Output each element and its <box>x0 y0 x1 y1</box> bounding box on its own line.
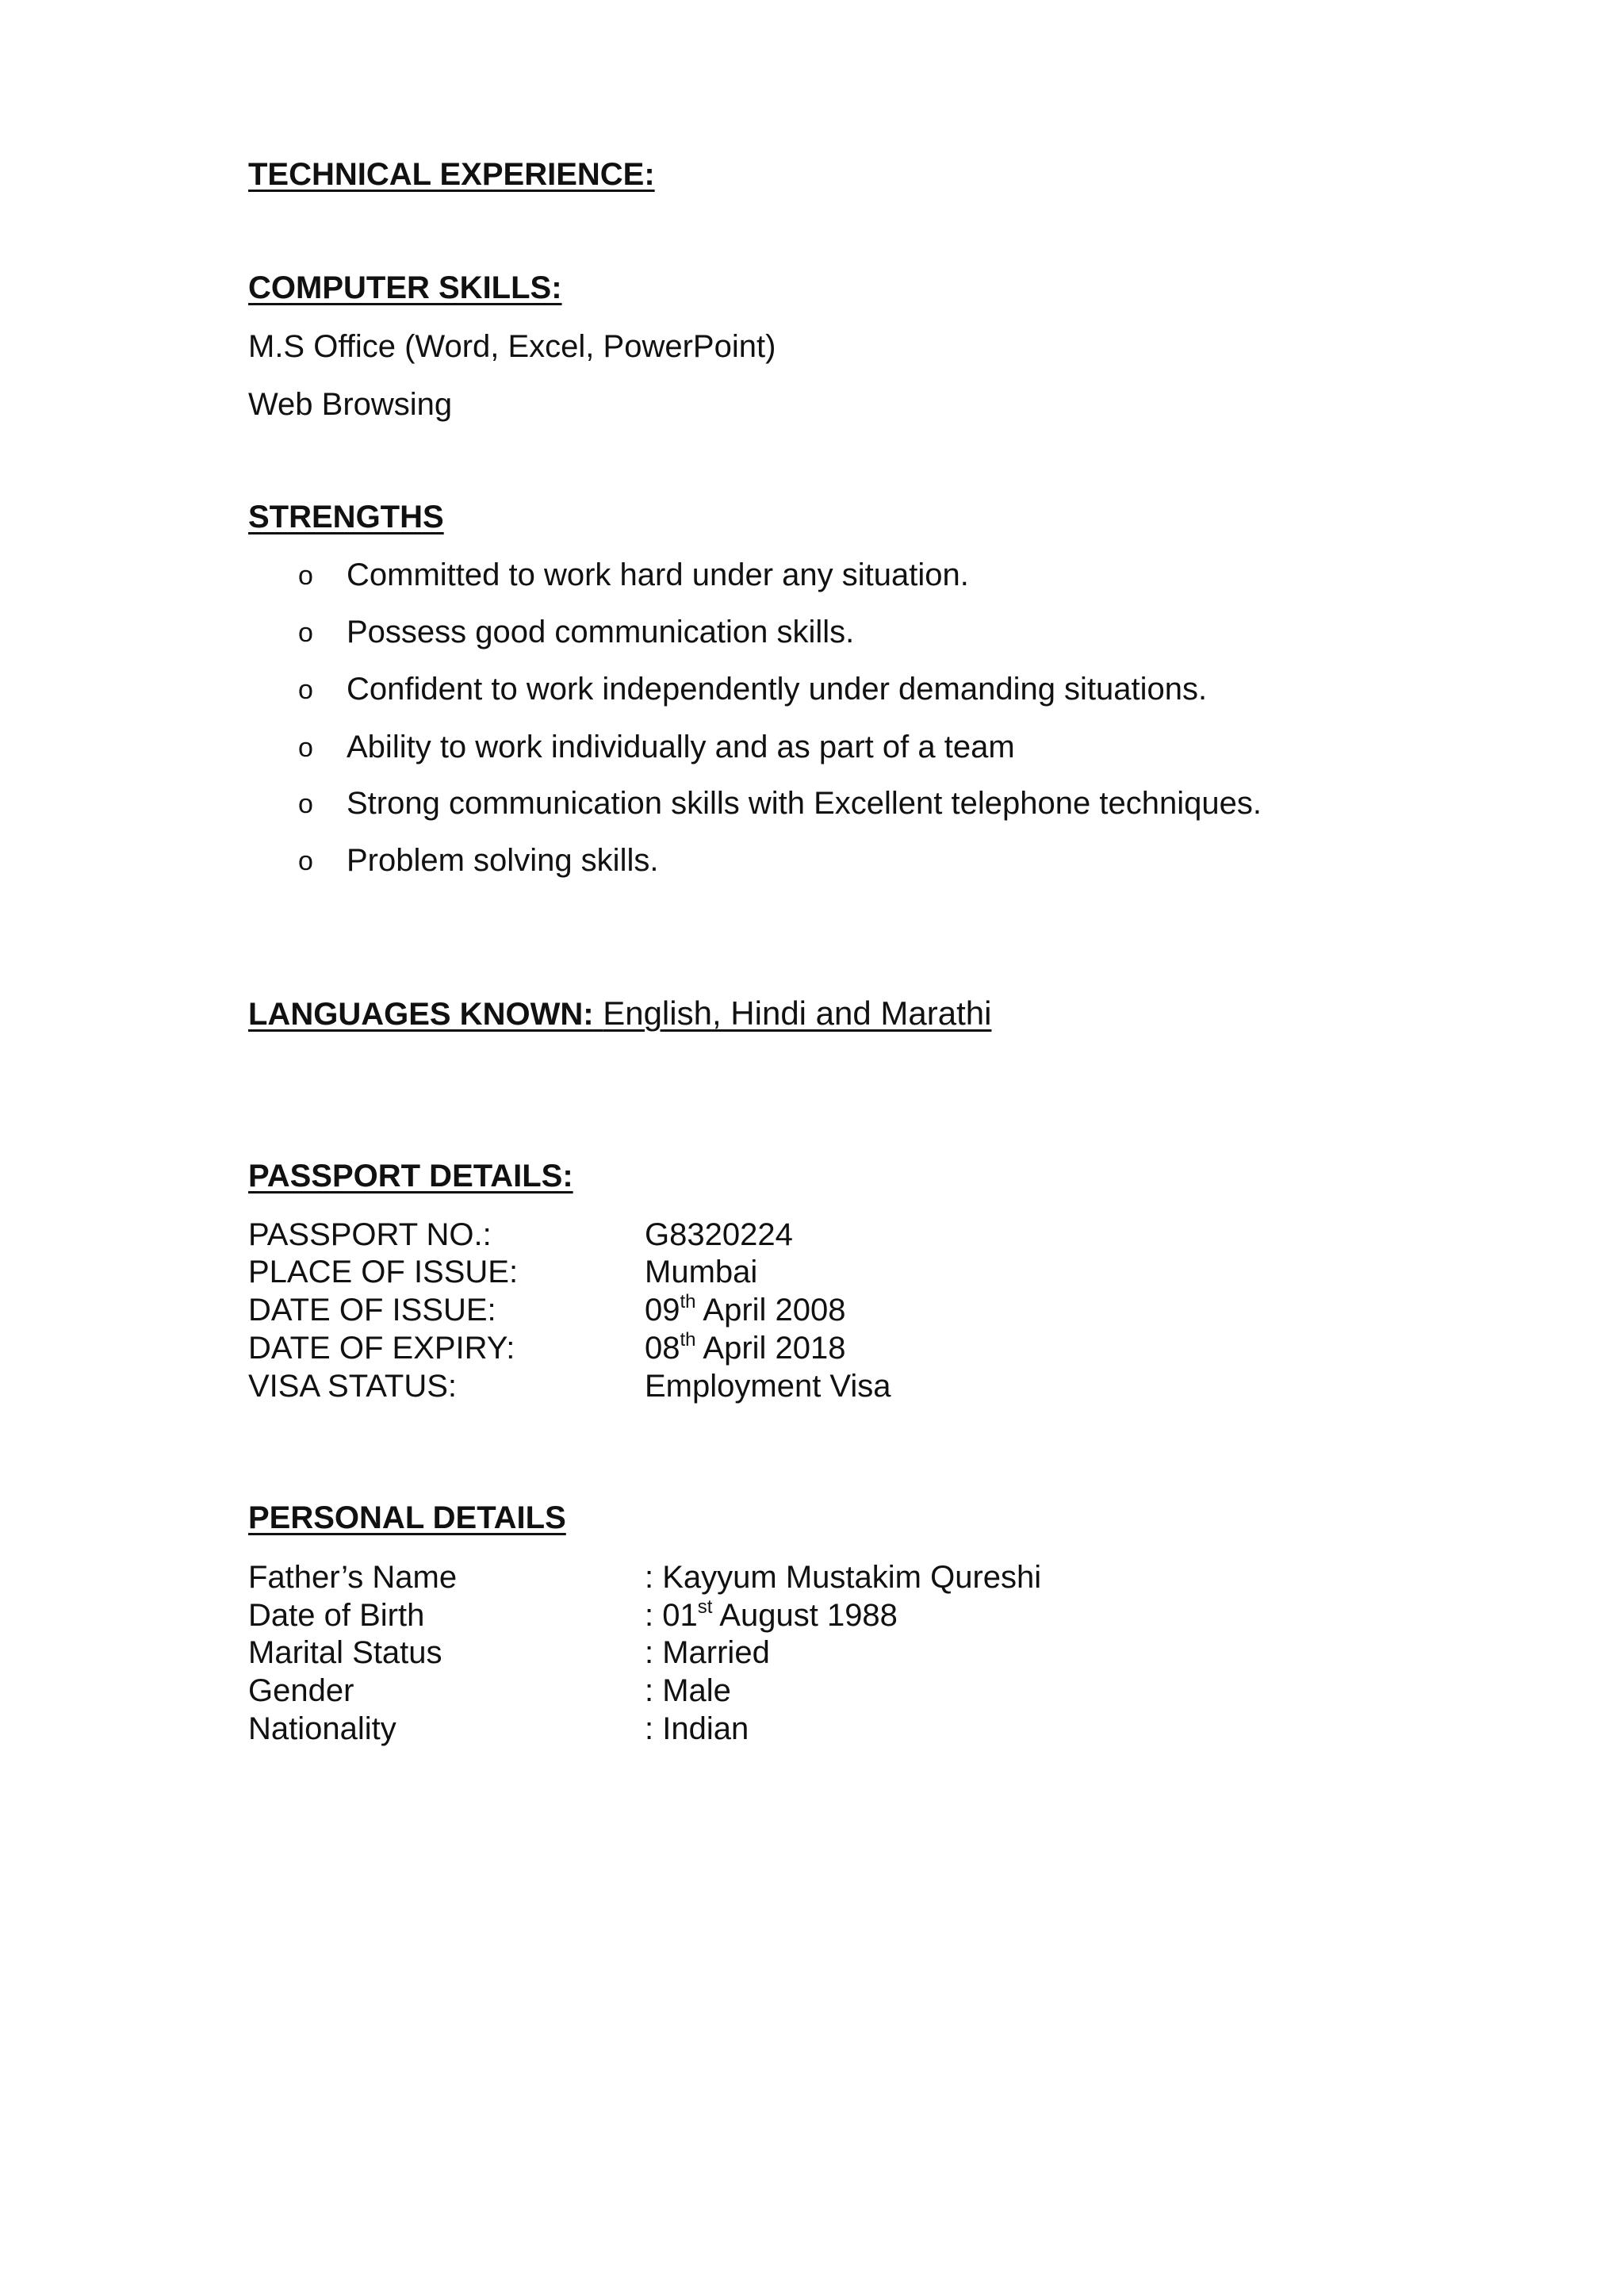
personal-details-heading: PERSONAL DETAILS <box>248 1500 566 1535</box>
languages-known-value: English, Hindi and Marathi <box>603 994 992 1032</box>
bullet-circle: o <box>298 733 313 763</box>
bullet-circle: o <box>298 561 313 591</box>
nationality-value: : Indian <box>645 1711 749 1746</box>
date-of-expiry-value: 08th April 2018 <box>645 1329 846 1366</box>
languages-known-row <box>248 994 992 1032</box>
fathers-name-label: Father’s Name <box>248 1560 458 1595</box>
strength-text: Committed to work hard under any situation. <box>347 557 969 592</box>
date-of-expiry-label: DATE OF EXPIRY: <box>248 1331 515 1366</box>
gender-label: Gender <box>248 1673 354 1708</box>
technical-experience-heading: TECHNICAL EXPERIENCE: <box>248 157 655 192</box>
strength-text: Strong communication skills with Excellent telephone techniques. <box>347 786 1262 821</box>
strengths-heading: STRENGTHS <box>248 500 444 534</box>
computer-skill-item: Web Browsing <box>248 387 453 422</box>
strength-text: Possess good communication skills. <box>347 615 855 649</box>
strength-text: Ability to work individually and as part of a team <box>347 730 1015 764</box>
computer-skill-item: M.S Office (Word, Excel, PowerPoint) <box>248 329 776 364</box>
nationality-label: Nationality <box>248 1711 396 1746</box>
strength-text: Problem solving skills. <box>347 843 659 878</box>
date-of-birth-value: : 01st August 1988 <box>645 1596 898 1633</box>
date-of-issue-value: 09th April 2008 <box>645 1291 846 1328</box>
marital-status-label: Marital Status <box>248 1635 442 1670</box>
languages-known-heading: LANGUAGES KNOWN: <box>248 997 594 1032</box>
strength-text: Confident to work independently under demanding situations. <box>347 672 1208 707</box>
place-of-issue-label: PLACE OF ISSUE: <box>248 1255 519 1289</box>
bullet-circle: o <box>298 675 313 705</box>
fathers-name-value: : Kayyum Mustakim Qureshi <box>645 1560 1042 1595</box>
date-of-birth-label: Date of Birth <box>248 1598 425 1633</box>
bullet-circle: o <box>298 618 313 648</box>
passport-no-label: PASSPORT NO.: <box>248 1217 492 1252</box>
computer-skills-heading: COMPUTER SKILLS: <box>248 270 562 305</box>
gender-value: : Male <box>645 1673 731 1708</box>
place-of-issue-value: Mumbai <box>645 1255 758 1289</box>
visa-status-value: Employment Visa <box>645 1369 891 1404</box>
visa-status-label: VISA STATUS: <box>248 1369 458 1404</box>
marital-status-value: : Married <box>645 1635 770 1670</box>
date-of-issue-label: DATE OF ISSUE: <box>248 1293 496 1328</box>
passport-no-value: G8320224 <box>645 1217 793 1252</box>
bullet-circle: o <box>298 846 313 876</box>
bullet-circle: o <box>298 789 313 819</box>
passport-details-heading: PASSPORT DETAILS: <box>248 1159 573 1193</box>
